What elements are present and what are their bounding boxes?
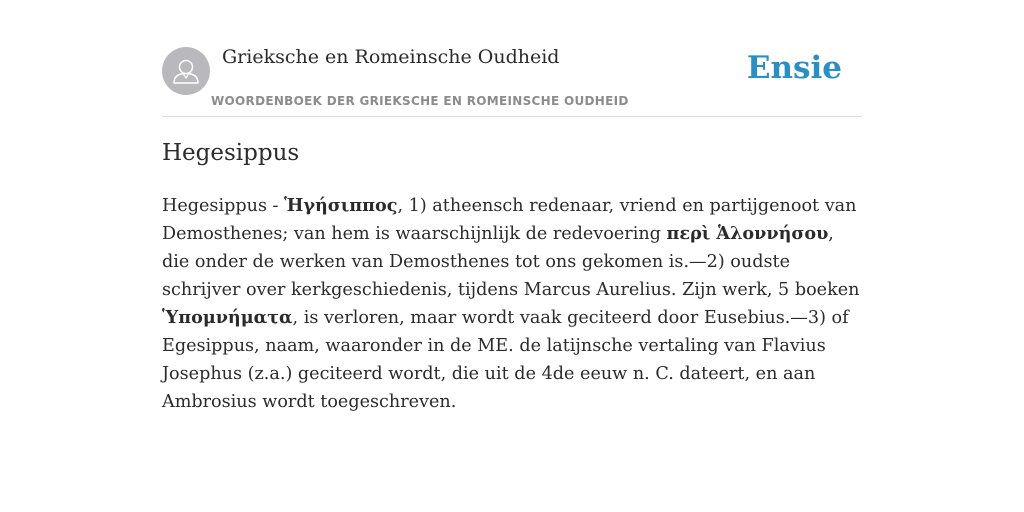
entry-title: Hegesippus — [162, 140, 300, 166]
greek-term: περὶ Ἁλοννήσου — [666, 223, 829, 244]
greek-term: Ὑπομνήματα — [162, 307, 293, 328]
source-title[interactable]: Grieksche en Romeinsche Oudheid — [222, 46, 560, 68]
user-icon — [162, 47, 210, 95]
entry-text: , 1) atheensch redenaar, vriend en partijgenoot van Demosthenes; van hem is waarschijnlijk de redevoering — [162, 196, 857, 244]
entry-text: , is verloren, maar wordt vaak geciteerd door Eusebius.—3) of Egesippus, naam, waaronder in de ME. de latijnsche vertaling van Flavius Josephus (z.a.) geciteerd wordt, die uit de 4de eeuw n. C. dateert, en aan Ambrosius wordt toegeschreven. — [162, 308, 849, 412]
entry-body — [162, 192, 862, 416]
entry-text: , die onder de werken van Demosthenes tot ons gekomen is.—2) oudste schrijver over kerkgeschiedenis, tijdens Marcus Aurelius. Zijn werk, 5 boeken — [162, 224, 860, 300]
source-header — [162, 40, 862, 117]
source-subtitle: WOORDENBOEK DER GRIEKSCHE EN ROMEINSCHE OUDHEID — [211, 94, 629, 108]
brand-logo[interactable]: Ensie — [746, 50, 842, 86]
greek-term: Ἡγήσιππος — [284, 195, 398, 216]
avatar[interactable] — [162, 47, 210, 95]
entry-text: Hegesippus - — [162, 196, 285, 216]
